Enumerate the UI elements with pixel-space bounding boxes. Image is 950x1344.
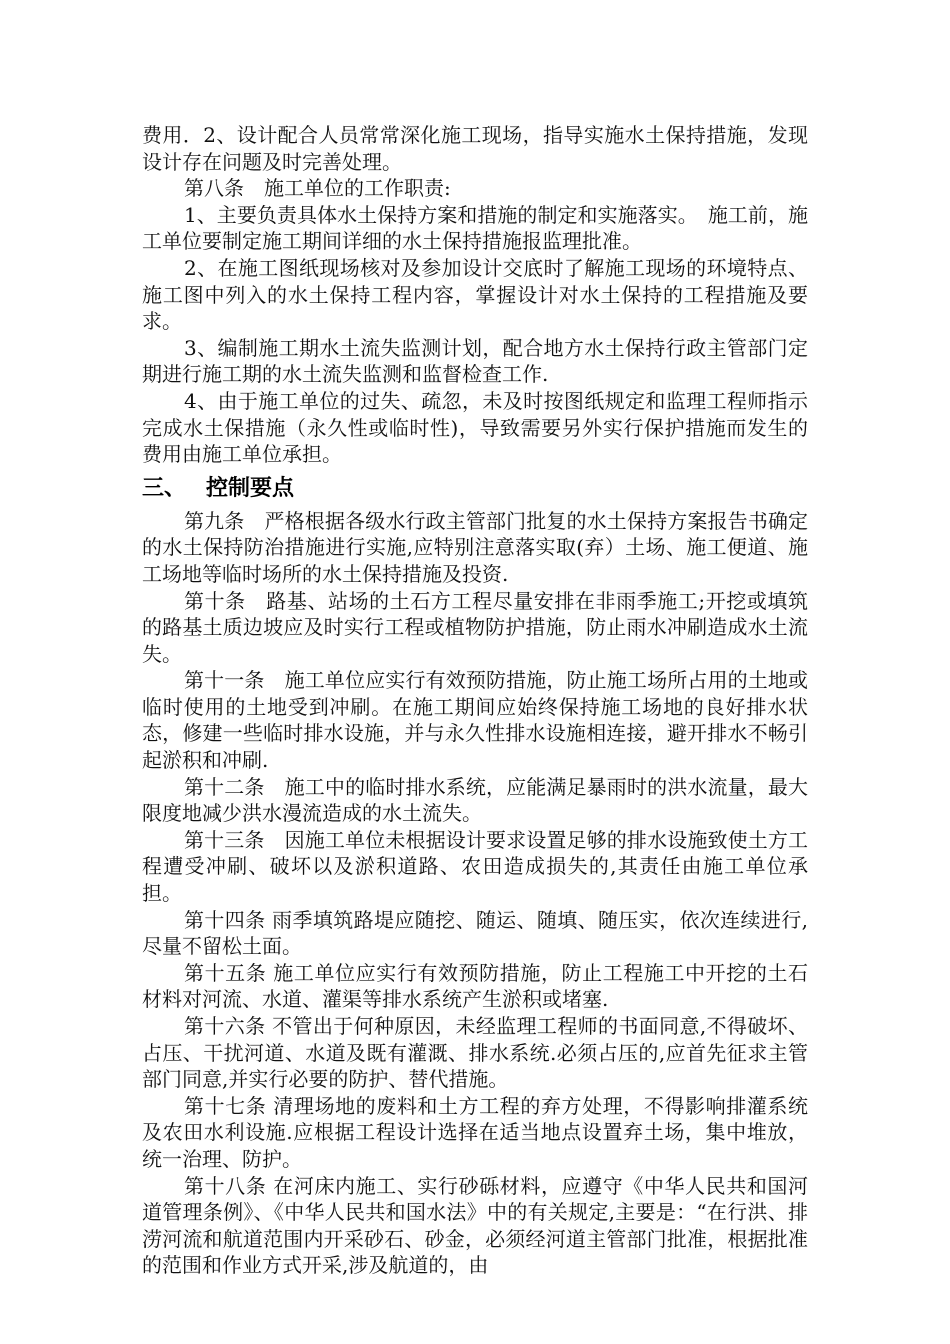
paragraph-article-11: 第十一条 施工单位应实行有效预防措施，防止施工场所占用的土地或临时使用的土地受到冲刷。在施工期间应始终保持施工场地的良好排水状态，修建一些临时排水设施，并与永久性排水设施相连接，避开排水不畅引起淤积和冲刷.: [142, 668, 808, 773]
paragraph-article-15: 第十五条 施工单位应实行有效预防措施，防止工程施工中开挖的土石材料对河流、水道、灌渠等排水系统产生淤积或堵塞.: [142, 960, 808, 1012]
section-title: 控制要点: [206, 475, 295, 501]
paragraph-article-8-item-2: 2、在施工图纸现场核对及参加设计交底时了解施工现场的环境特点、施工图中列入的水土保持工程内容，掌握设计对水土保持的工程措施及要求。: [142, 255, 808, 334]
paragraph-article-8-item-3: 3、编制施工期水土流失监测计划，配合地方水土保持行政主管部门定期进行施工期的水土流失监测和监督检查工作.: [142, 335, 808, 387]
paragraph-article-16: 第十六条 不管出于何种原因，未经监理工程师的书面同意,不得破坏、占压、干扰河道、水道及既有灌溉、排水系统.必须占压的,应首先征求主管部门同意,并实行必要的防护、替代措施。: [142, 1014, 808, 1092]
paragraph-article-12: 第十二条 施工中的临时排水系统，应能满足暴雨时的洪水流量，最大限度地减少洪水漫流造成的水土流失。: [142, 774, 808, 826]
section-number: 三、: [142, 475, 187, 501]
paragraph-article-14: 第十四条 雨季填筑路堤应随挖、随运、随填、随压实，依次连续进行,尽量不留松土面。: [142, 907, 808, 959]
document-body: [142, 122, 808, 1279]
paragraph-fee-continuation: 费用．2、设计配合人员常常深化施工现场，指导实施水土保持措施，发现设计存在问题及时完善处理。: [142, 123, 808, 174]
paragraph-article-13: 第十三条 因施工单位未根据设计要求设置足够的排水设施致使土方工程遭受冲刷、破坏以及淤积道路、农田造成损失的,其责任由施工单位承担。: [142, 827, 808, 906]
paragraph-article-17: 第十七条 清理场地的废料和土方工程的弃方处理，不得影响排灌系统及农田水利设施.应根据工程设计选择在适当地点设置弃土场，集中堆放，统一治理、防护。: [142, 1093, 808, 1171]
paragraph-article-9: 第九条 严格根据各级水行政主管部门批复的水土保持方案报告书确定的水土保持防治措施进行实施,应特别注意落实取(弃）土场、施工便道、施工场地等临时场所的水土保持措施及投资.: [142, 508, 808, 586]
paragraph-article-8: 第八条 施工单位的工作职责:: [184, 176, 451, 201]
paragraph-article-10: 第十条 路基、站场的土石方工程尽量安排在非雨季施工;开挖或填筑的路基土质边坡应及时实行工程或植物防护措施，防止雨水冲刷造成水土流失。: [142, 588, 808, 666]
paragraph-article-8-item-1: 1、主要负责具体水土保持方案和措施的制定和实施落实。 施工前，施工单位要制定施工期间详细的水土保持措施报监理批准。: [142, 202, 808, 254]
section-heading: [142, 476, 808, 502]
paragraph-article-18: 第十八条 在河床内施工、实行砂砾材料，应遵守《中华人民共和国河道管理条例》、《中华人民共和国水法》中的有关规定,主要是：“在行洪、排涝河流和航道范围内开采砂石、砂金，必须经河道主管部门批准，根据批准的范围和作业方式开采,涉及航道的，由: [142, 1173, 808, 1278]
paragraph-article-8-item-4: 4、由于施工单位的过失、疏忽，未及时按图纸规定和监理工程师指示完成水土保措施（永久性或临时性)，导致需要另外实行保护措施而发生的费用由施工单位承担。: [142, 388, 808, 467]
